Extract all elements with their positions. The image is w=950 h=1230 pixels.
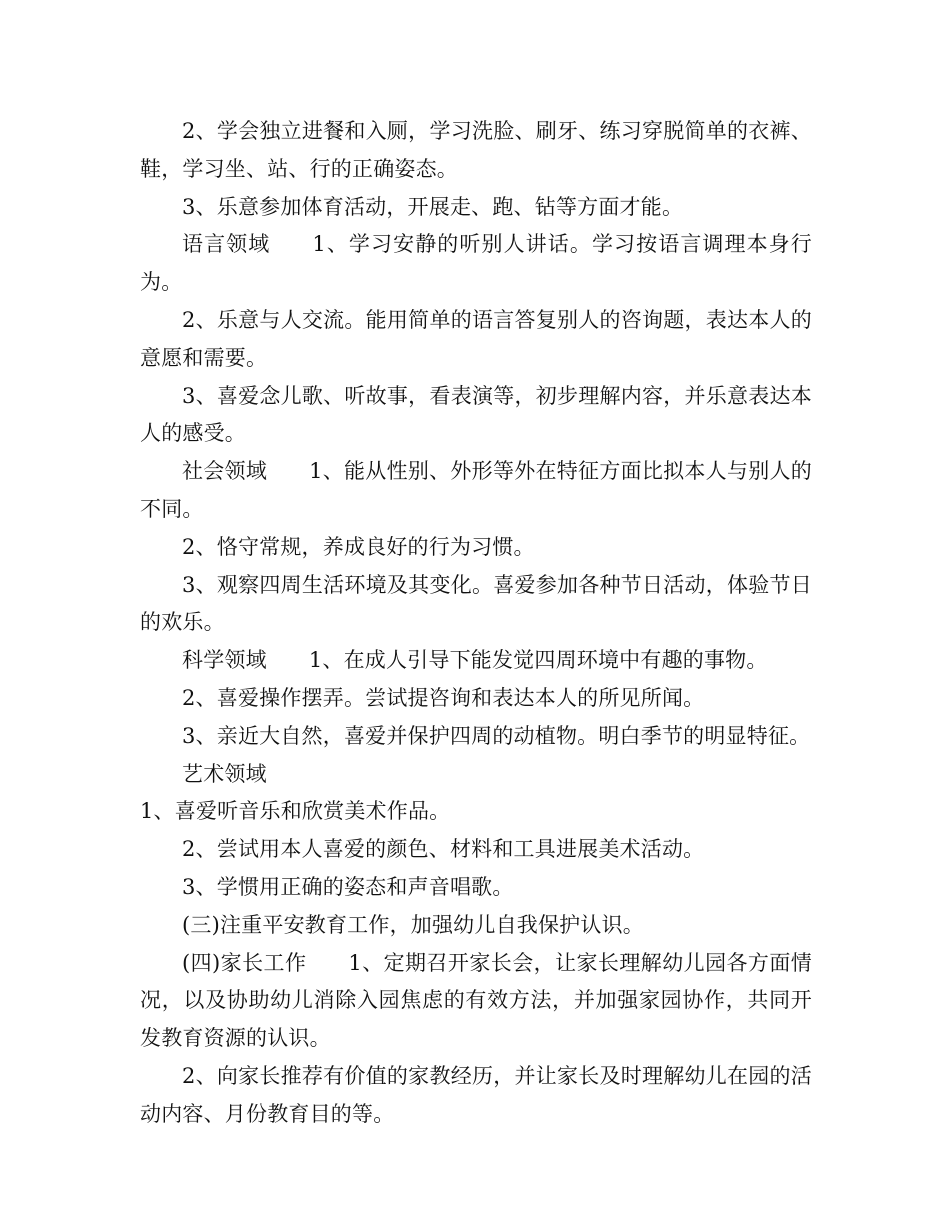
paragraph-8 (140, 567, 812, 643)
paragraph-text: 3、乐意参加体育活动，开展走、跑、钻等方面才能。 (182, 194, 684, 219)
paragraph-language (140, 226, 812, 302)
paragraph-text: 2、学会独立进餐和入厕，学习洗脸、刷牙、练习穿脱简单的衣裤、鞋，学习坐、站、行的正确姿态。 (140, 119, 812, 181)
paragraph-text: 艺术领域 (182, 761, 267, 786)
paragraph-text: (三)注重平安教育工作，加强幼儿自我保护认识。 (182, 912, 644, 937)
paragraph-7 (140, 529, 812, 567)
paragraph-parents (140, 945, 812, 1058)
paragraph-safety (140, 907, 812, 945)
paragraph-text: 2、向家长推荐有价值的家教经历，并让家长及时理解幼儿在园的活动内容、月份教育目的等。 (140, 1063, 812, 1126)
paragraph-text: 1、喜爱听音乐和欣赏美术作品。 (140, 799, 451, 824)
section-heading-science: 科学领域 (182, 648, 267, 673)
paragraph-2 (140, 189, 812, 227)
paragraph-text: 3、喜爱念儿歌、听故事，看表演等，初步理解内容，并乐意表达本人的感受。 (140, 383, 812, 446)
paragraph-text: 2、喜爱操作摆弄。尝试提咨询和表达本人的所见所闻。 (182, 685, 705, 710)
paragraph-text: 3、亲近大自然，喜爱并保护四周的动植物。明白季节的明显特征。 (182, 723, 811, 748)
paragraph-4 (140, 302, 812, 378)
paragraph-text: 1、能从性别、外形等外在特征方面比拟本人与别人的不同。 (140, 459, 812, 521)
paragraph-5 (140, 378, 812, 454)
paragraph-14 (140, 831, 812, 869)
paragraph-text: 3、学惯用正确的姿态和声音唱歌。 (182, 874, 514, 899)
section-heading-art (140, 756, 812, 794)
section-heading-social: 社会领域 (182, 459, 268, 484)
paragraph-text: 1、学习安静的听别人讲话。学习按语言调理本身行为。 (140, 232, 812, 295)
paragraph-text: 2、尝试用本人喜爱的颜色、材料和工具进展美术活动。 (182, 837, 705, 862)
paragraph-text: 1、定期召开家长会，让家长理解幼儿园各方面情况，以及协助幼儿消除入园焦虑的有效方法，并加强家园协作，共同开发教育资源的认识。 (140, 950, 812, 1051)
paragraph-text: 2、乐意与人交流。能用简单的语言答复别人的咨询题，表达本人的意愿和需要。 (140, 307, 812, 370)
paragraph-11 (140, 718, 812, 756)
paragraph-10 (140, 680, 812, 718)
paragraph-15 (140, 869, 812, 907)
paragraph-text: 2、恪守常规，养成良好的行为习惯。 (182, 534, 535, 559)
paragraph-text: 1、在成人引导下能发觉四周环境中有趣的事物。 (308, 648, 768, 673)
paragraph-13 (140, 793, 812, 831)
section-heading-parents: (四)家长工作 (182, 950, 307, 975)
document-body (140, 113, 812, 1134)
paragraph-social (140, 453, 812, 529)
paragraph-text: 3、观察四周生活环境及其变化。喜爱参加各种节日活动，体验节日的欢乐。 (140, 572, 812, 635)
paragraph-science (140, 642, 812, 680)
section-heading-language: 语言领域 (182, 232, 271, 257)
paragraph-18 (140, 1058, 812, 1134)
paragraph-1 (140, 113, 812, 189)
